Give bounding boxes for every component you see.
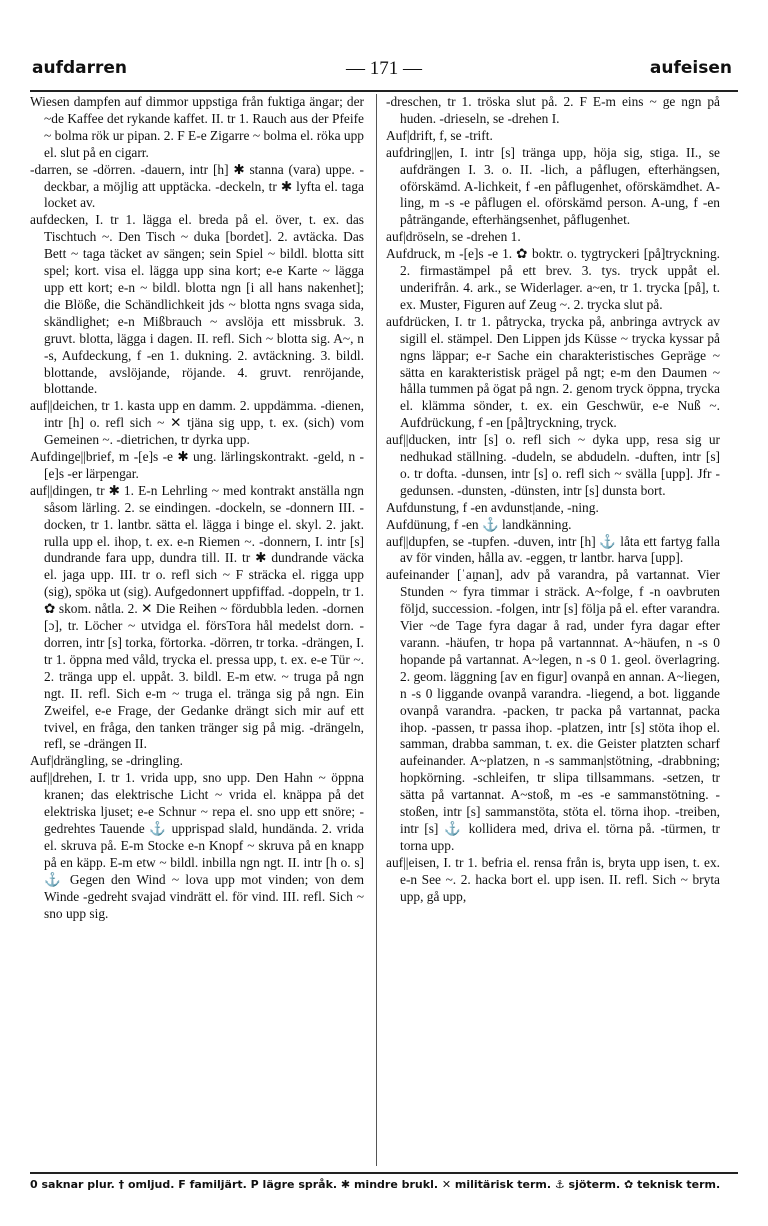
page-number: — 171 —: [346, 58, 422, 79]
dictionary-entry: -darren, se -dörren. -dauern, intr [h] ✱ stanna (vara) uppe. -deckbar, a möjlig att upptäcka. -deckeln, tr ✱ lyfta el. taga locket av.: [30, 161, 364, 211]
dictionary-entry: auf||dingen, tr ✱ 1. E-n Lehrling ~ med kontrakt anställa ngn såsom lärling. 2. se eindingen. -dockeln, se -donnern III. -docken, tr 1. lantbr. sätta el. lägga i binge el. skyl. 2. jakt. rulla upp el. ihop, t. ex. e-n Riemen ~. -donnern, I. intr [s] dundrande fara upp, dundra till. II. tr ✱ dundrande väcka el. jaga upp. III. tr o. refl sich ~ F sträcka el. rigga upp (sig), spöka ut (sig). Aufgedonnert uppfiffad. -doppeln, tr 1. ✿ skom. nåtla. 2. ✕ Die Reihen ~ fördubbla leden. -dornen [ɔ], tr. Löcher ~ utvidga el. försTora hål medelst dorn. -dorren, intr [s] torka, förtorka. -dörren, tr torka. -drängen, I. tr 1. öppna med våld, trycka el. pressa upp, t. ex. e-e Tür ~. 2. tränga upp el. uppåt. 3. bildl. E-m etw. ~ truga på ngn ngt. II. refl. Sich e-m ~ truga el. tränga sig på ngn. Ein Zweifel, e-e Frage, der Gedanke drängt sich mir auf ett tvivel, en fråga, den tanken tränger sig på mig. -drängeln, refl, se -drängen II.: [30, 482, 364, 752]
dictionary-entry: Aufdünung, f -en ⚓ landkänning.: [386, 516, 572, 532]
dictionary-entry: aufdring||en, I. intr [s] tränga upp, höja sig, stiga. II., se aufdrängen I. 3. o. II. -lich, a påflugen, efterhängsen, oförskämd. A-lichkeit, f -en påflugenhet, oförskämdhet. A-ling, m -s -e påflugen el. oförskämd person. A-ung, f -en påträngande, efterhängsenhet, påflugenhet.: [386, 144, 720, 228]
dictionary-entry: Aufdruck, m -[e]s -e 1. ✿ boktr. o. tygtryckeri [på]tryckning. 2. firmastämpel på ett brev. 3. tys. tryck uppåt el. underifrån. 4. ark., se Widerlager. a~en, tr 1. trycka [på], t. ex. Muster, Figuren auf Zeug ~. 2. trycka slut på.: [386, 246, 720, 312]
column-divider: [376, 94, 377, 1166]
right-column: [386, 94, 720, 1166]
header-rule: [30, 90, 738, 92]
dictionary-entry: Aufdinge||brief, m -[e]s -e ✱ ung. lärlingskontrakt. -geld, n -[e]s -er lärpengar.: [30, 449, 364, 481]
dictionary-entry: auf||ducken, intr [s] o. refl sich ~ dyka upp, resa sig ur nedhukad ställning. -dudeln, se abdudeln. -duften, intr [s] o. tr dofta. -dunsen, intr [s] o. refl sich ~ svälla [upp]. Jfr -gedunsen. -dunsten, -dünsten, intr [s] dunsta bort.: [386, 432, 720, 498]
dictionary-entry: auf||dupfen, se -tupfen. -duven, intr [h] ⚓ låta ett fartyg falla av för vinden, hålla av. -eggen, tr lantbr. harva [upp].: [386, 533, 720, 566]
dictionary-entry: Aufdunstung, f -en avdunst|ande, -ning.: [386, 499, 599, 515]
dictionary-entry: Auf|drift, f, se -trift.: [386, 127, 493, 143]
dictionary-entry: auf||drehen, I. tr 1. vrida upp, sno upp. Den Hahn ~ öppna kranen; das elektrische Licht ~ vrida el. knäppa på det elektriska ljuset; e-e Schnur ~ repa el. sno upp ett snöre; -gedrehtes Tauende ⚓ upprispad slald, hundända. 2. vrida el. skruva på. E-m Stocke e-n Knopf ~ skruva på en knapp på en käpp. E-m etw ~ bildl. inbilla ngn ngt. II. intr [h o. s] ⚓ Gegen den Wind ~ lova upp mot vinden; von dem Winde -gedreht svajad vindrätt el. för vind. III. refl. Sich ~ sno upp sig.: [30, 770, 364, 921]
dictionary-entry: Wiesen dampfen auf dimmor uppstiga från fuktiga ängar; der ~de Kaffee det rykande kaffet. II. tr 1. Rauch aus der Pfeife ~ bolma rök ur pipan. 2. F E-e Zigarre ~ bolma el. röka upp el. slut på en cigarr.: [30, 94, 364, 160]
dictionary-entry: auf|dröseln, se -drehen 1.: [386, 229, 521, 245]
header-right-guide-word: aufeisen: [649, 58, 732, 78]
dictionary-entry: auf||deichen, tr 1. kasta upp en damm. 2. uppdämma. -dienen, intr [h] o. refl sich ~ ✕ tjäna sig upp, t. ex. (sich) vom Gemeinen ~. -dietrichen, tr dyrka upp.: [30, 398, 364, 448]
dictionary-entry: Auf|drängling, se -dringling.: [30, 753, 183, 769]
dictionary-entry: aufeinander [ˈaɪ̯nan], adv på varandra, på vartannat. Vier Stunden ~ fyra timmar i sträck. A~folge, f -n oavbruten följd, succession. -folgen, intr [s] följa på el. efter varandra. Vier ~de Tage fyra dagar å rad, under fyra dagar efter varann. -häufen, tr hopa på vartannnat. A~häufen, n -s 0 hopande på vartannat. A~legen, n -s 0 1. geol. överlagring. 2. geom. läggning [av en figur] ovanpå en annan. A~liegen, n -s 0 liggande ovanpå varandra. -liegend, a bot. liggande ovanpå varandra. -packen, tr packa på vartannat, packa ihop. -passen, tr passa ihop. -platzen, intr [s] stöta ihop el. samman, drabba samman, t. ex. die Geister platzten scharf aufeinander. A~platzen, n -s samman|stötning, -drabbning; hopkörning. -schleifen, tr slipa tillsammans. -setzen, tr sätta på vartannat. A~stoß, m -es -e sammanstötning. -stoßen, intr [s] sammanstöta, stöta el. törna ihop. -treiben, intr [s] ⚓ kollidera med, driva el. törna på. -türmen, tr torna upp.: [386, 567, 720, 853]
dictionary-entry: -dreschen, tr 1. tröska slut på. 2. F E-m eins ~ ge ngn på huden. -drieseln, se -drehen I.: [386, 94, 720, 126]
left-column: [30, 94, 364, 1166]
header-left-guide-word: aufdarren: [32, 58, 128, 78]
dictionary-entry: aufdrücken, I. tr 1. påtrycka, trycka på, anbringa avtryck av sigill el. stämpel. Den Lippen jds Küsse ~ trycka kyssar på ngns läppar; e-r Sache ein charakteristisches Gepräge ~ sätta en karakteristisk prägel på ngt; e-m den Daumen ~ hålla tummen på ögat på ngn. 2. genom tryck öppna, trycka el. klämma sönder, t. ex. ein Geschwür, e-e Nuß ~. Aufdrückung, f -en [på]tryckning, tryck.: [386, 313, 720, 431]
dictionary-entry: auf||eisen, I. tr 1. befria el. rensa från is, bryta upp isen, t. ex. e-n See ~. 2. hacka bort el. upp isen. II. refl. Sich ~ bryta upp, gå upp,: [386, 854, 720, 904]
page-header: [30, 58, 738, 84]
footer-rule: [30, 1172, 738, 1174]
dictionary-entry: aufdecken, I. tr 1. lägga el. breda på el. över, t. ex. das Tischtuch ~. Den Tisch ~ duka [bordet]. 2. avtäcka. Das Bett ~ taga täcket av sängen; sein Spiel ~ bildl. blotta sitt spel; kort. visa el. lägga upp sina kort; e-e Karte ~ lägga upp ett kort; e-n ~ bildl. blotta ngn [i all hans nakenhet]; die Blöße, die Schändlichkeit jds ~ blotta ngns svaga sida, skändlighet; e-n Mißbrauch ~ avslöja ett missbruk. 3. gruvt. blotta, lägga i dagen. II. refl. Sich ~ blotta sig. A~, n -s, Aufdeckung, f -en 1. dukning. 2. avtäckning. 3. bildl. blottande, avslöjande, röjande. 4. gruvt. renröjande, blottande.: [30, 212, 364, 397]
abbreviation-legend: 0 saknar plur. † omljud. F familjärt. P lägre språk. ✱ mindre brukl. ✕ militärisk term. ⚓ sjöterm. ✿ teknisk term.: [30, 1178, 721, 1191]
